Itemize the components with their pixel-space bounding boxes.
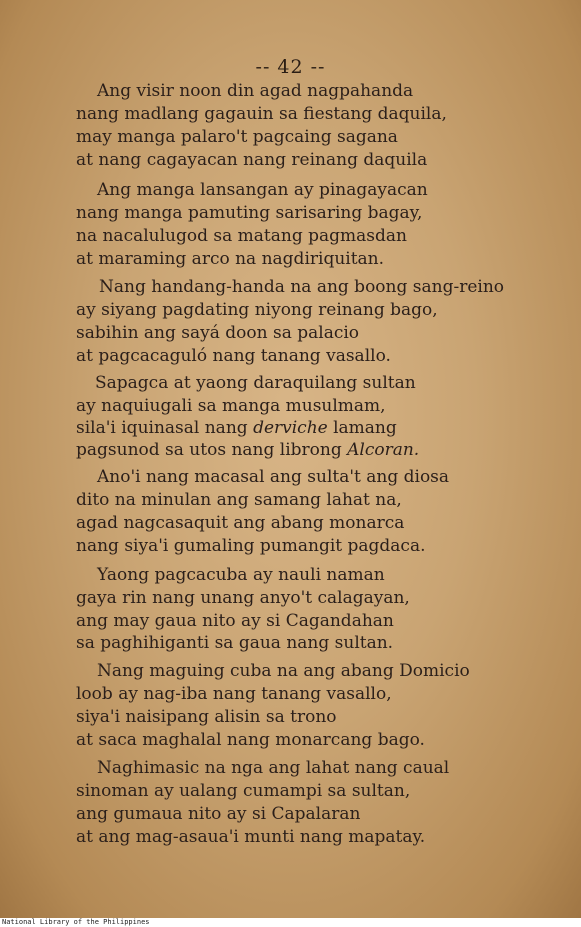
verse-line: nang madlang gagauin sa fiestang daquila, — [76, 104, 447, 124]
verse-line: at maraming arco na nagdiriquitan. — [76, 249, 385, 269]
verse-line: Nang maguing cuba na ang abang Domicio — [97, 661, 470, 681]
verse-line: gaya rin nang unang anyo't calagayan, — [76, 588, 410, 608]
verse-line: ang may gaua nito ay si Cagandahan — [76, 611, 394, 631]
verse-line: ay naquiugali sa manga musulmam, — [76, 396, 386, 416]
verse-line: Ang visir noon din agad nagpahanda — [97, 81, 414, 101]
verse-line: siya'i naisipang alisin sa trono — [76, 707, 337, 727]
verse-text: pagsunod sa utos nang librong — [76, 440, 342, 460]
verse-text: sila'i iquinasal nang — [76, 418, 248, 438]
verse-line: at ang mag-asaua'i munti nang mapatay. — [76, 827, 426, 847]
verse-line: sabihin ang sayá doon sa palacio — [76, 323, 360, 343]
verse-line: Nang handang-handa na ang boong sang-reino — [99, 277, 505, 297]
verse-line — [76, 439, 419, 461]
verse-line: at nang cagayacan nang reinang daquila — [76, 150, 428, 170]
verse-line: nang manga pamuting sarisaring bagay, — [76, 203, 423, 223]
italic-word: Alcoran. — [347, 440, 420, 460]
verse-line: nang siya'i gumaling pumangit pagdaca. — [76, 536, 426, 556]
italic-word: derviche — [253, 418, 328, 438]
verse-line: Sapagca at yaong daraquilang sultan — [95, 373, 416, 393]
verse-line — [76, 417, 397, 439]
verse-line: at saca maghalal nang monarcang bago. — [76, 730, 425, 750]
verse-line: na nacalulugod sa matang pagmasdan — [76, 226, 407, 246]
verse-line: ay siyang pagdating niyong reinang bago, — [76, 300, 438, 320]
verse-line: Yaong pagcacuba ay nauli naman — [97, 565, 385, 585]
verse-line: sinoman ay ualang cumampi sa sultan, — [76, 781, 411, 801]
verse-line: Ang manga lansangan ay pinagayacan — [97, 180, 428, 200]
verse-text: lamang — [333, 418, 397, 438]
verse-line: ang gumaua nito ay si Capalaran — [76, 804, 361, 824]
page-number: -- 42 -- — [255, 56, 326, 78]
verse-line: at pagcacaguló nang tanang vasallo. — [76, 346, 391, 366]
verse-line: dito na minulan ang samang lahat na, — [76, 490, 402, 510]
verse-line: Ano'i nang macasal ang sulta't ang diosa — [97, 467, 450, 487]
verse-line: sa paghihiganti sa gaua nang sultan. — [76, 633, 394, 653]
verse-line: agad nagcasaquit ang abang monarca — [76, 513, 405, 533]
verse-line: loob ay nag-iba nang tanang vasallo, — [76, 684, 392, 704]
footer-credit: National Library of the Philippines — [2, 918, 150, 926]
verse-line: Naghimasic na nga ang lahat nang caual — [97, 758, 450, 778]
verse-line: may manga palaro't pagcaing sagana — [76, 127, 398, 147]
